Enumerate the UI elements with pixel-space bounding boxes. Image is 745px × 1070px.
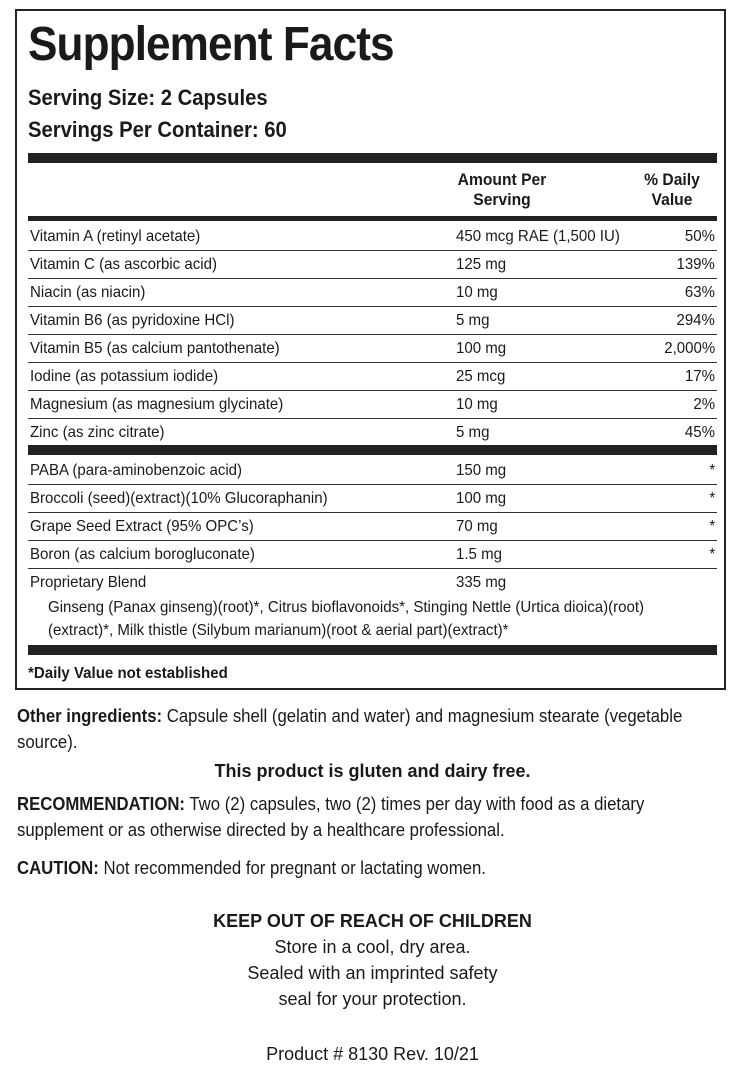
- proprietary-blend-row: [28, 569, 717, 597]
- nutrient-row: [28, 251, 717, 279]
- recommendation-label: RECOMMENDATION:: [17, 794, 186, 814]
- nutrient-row: [28, 513, 717, 541]
- nutrient-amount: 1.5 mg: [456, 546, 502, 563]
- blend-ingredients-line1: Ginseng (Panax ginseng)(root)*, Citrus bioflavonoids*, Stinging Nettle (Urtica dioica)(root): [48, 599, 645, 616]
- other-ingredients: [17, 703, 683, 755]
- other-ingredients-text: Capsule shell (gelatin and water) and magnesium stearate (vegetable source).: [17, 706, 683, 752]
- nutrient-name: Boron (as calcium borogluconate): [30, 546, 255, 563]
- nutrient-name: Broccoli (seed)(extract)(10% Glucoraphanin): [30, 490, 328, 507]
- nutrient-amount: 5 mg: [456, 424, 490, 441]
- nutrient-name: Niacin (as niacin): [30, 284, 146, 301]
- amount-header-line1: Amount Per: [457, 170, 547, 189]
- nutrient-row: [28, 541, 717, 569]
- nutrient-name: Grape Seed Extract (95% OPC’s): [30, 518, 254, 535]
- caution-text: Not recommended for pregnant or lactating women.: [98, 858, 486, 878]
- recommendation-text: Two (2) capsules, two (2) times per day with food as a dietary supplement or as otherwise directed by a healthcare professional.: [17, 794, 645, 840]
- caution: [17, 855, 683, 881]
- nutrient-name: PABA (para-aminobenzoic acid): [30, 462, 243, 479]
- nutrient-daily-value: *: [709, 546, 715, 563]
- nutrient-daily-value: 50%: [684, 228, 715, 245]
- thick-divider-bottom: [28, 645, 717, 655]
- daily-value-header: [621, 170, 722, 210]
- blend-amount: 335 mg: [456, 574, 507, 591]
- nutrient-daily-value: 63%: [684, 284, 715, 301]
- storage-line3: seal for your protection.: [278, 989, 467, 1009]
- nutrient-daily-value: 294%: [676, 312, 715, 329]
- nutrient-row: [28, 223, 717, 251]
- nutrient-daily-value: *: [709, 518, 715, 535]
- nutrient-row: [28, 419, 717, 447]
- recommendation: [17, 791, 683, 843]
- nutrient-name: Iodine (as potassium iodide): [30, 368, 219, 385]
- nutrient-amount: 5 mg: [456, 312, 490, 329]
- nutrient-daily-value: 17%: [684, 368, 715, 385]
- nutrient-name: Zinc (as zinc citrate): [30, 424, 165, 441]
- nutrient-daily-value: 2,000%: [663, 340, 715, 357]
- nutrient-name: Vitamin B6 (as pyridoxine HCl): [30, 312, 235, 329]
- nutrient-row: [28, 391, 717, 419]
- nutrient-name: Magnesium (as magnesium glycinate): [30, 396, 284, 413]
- nutrient-daily-value: 45%: [684, 424, 715, 441]
- storage-line1: Store in a cool, dry area.: [274, 937, 471, 957]
- nutrient-name: Vitamin A (retinyl acetate): [30, 228, 201, 245]
- nutrient-amount: 100 mg: [456, 490, 507, 507]
- footnote: *Daily Value not established: [28, 665, 228, 682]
- nutrient-row: [28, 335, 717, 363]
- other-ingredients-label: Other ingredients:: [17, 706, 163, 726]
- product-code: Product # 8130 Rev. 10/21: [266, 1044, 479, 1064]
- thick-divider-middle: [28, 445, 717, 455]
- panel-title: Supplement Facts: [28, 18, 394, 71]
- gluten-free-statement: This product is gluten and dairy free.: [214, 761, 531, 781]
- nutrient-amount: 10 mg: [456, 284, 498, 301]
- header-divider: [28, 216, 717, 221]
- nutrient-row: [28, 363, 717, 391]
- nutrient-amount: 100 mg: [456, 340, 507, 357]
- nutrient-name: Vitamin C (as ascorbic acid): [30, 256, 217, 273]
- amount-header-line2: Serving: [473, 190, 531, 209]
- nutrient-daily-value: *: [709, 490, 715, 507]
- supplement-facts-panel: [15, 9, 726, 690]
- thick-divider-top: [28, 153, 717, 163]
- caution-label: CAUTION:: [17, 858, 99, 878]
- nutrient-daily-value: 139%: [676, 256, 715, 273]
- nutrient-row: [28, 279, 717, 307]
- blend-name: Proprietary Blend: [30, 574, 147, 591]
- nutrient-amount: 125 mg: [456, 256, 507, 273]
- nutrient-name: Vitamin B5 (as calcium pantothenate): [30, 340, 280, 357]
- blend-ingredients-line2: (extract)*, Milk thistle (Silybum marianum)(root & aerial part)(extract)*: [48, 622, 509, 639]
- amount-header: [433, 170, 571, 210]
- nutrient-daily-value: 2%: [693, 396, 715, 413]
- storage-line2: Sealed with an imprinted safety: [247, 963, 498, 983]
- nutrient-row: [28, 457, 717, 485]
- nutrient-row: [28, 307, 717, 335]
- servings-per-container: Servings Per Container: 60: [28, 117, 287, 142]
- dv-header-line1: % Daily: [644, 170, 700, 189]
- nutrient-amount: 10 mg: [456, 396, 498, 413]
- nutrient-row: [28, 485, 717, 513]
- keep-out-heading: KEEP OUT OF REACH OF CHILDREN: [213, 911, 532, 931]
- nutrient-daily-value: *: [709, 462, 715, 479]
- serving-size: Serving Size: 2 Capsules: [28, 85, 268, 110]
- nutrient-amount: 150 mg: [456, 462, 507, 479]
- nutrient-amount: 25 mcg: [456, 368, 506, 385]
- nutrient-amount: 450 mcg RAE (1,500 IU): [456, 228, 620, 245]
- nutrient-amount: 70 mg: [456, 518, 498, 535]
- dv-header-line2: Value: [651, 190, 693, 209]
